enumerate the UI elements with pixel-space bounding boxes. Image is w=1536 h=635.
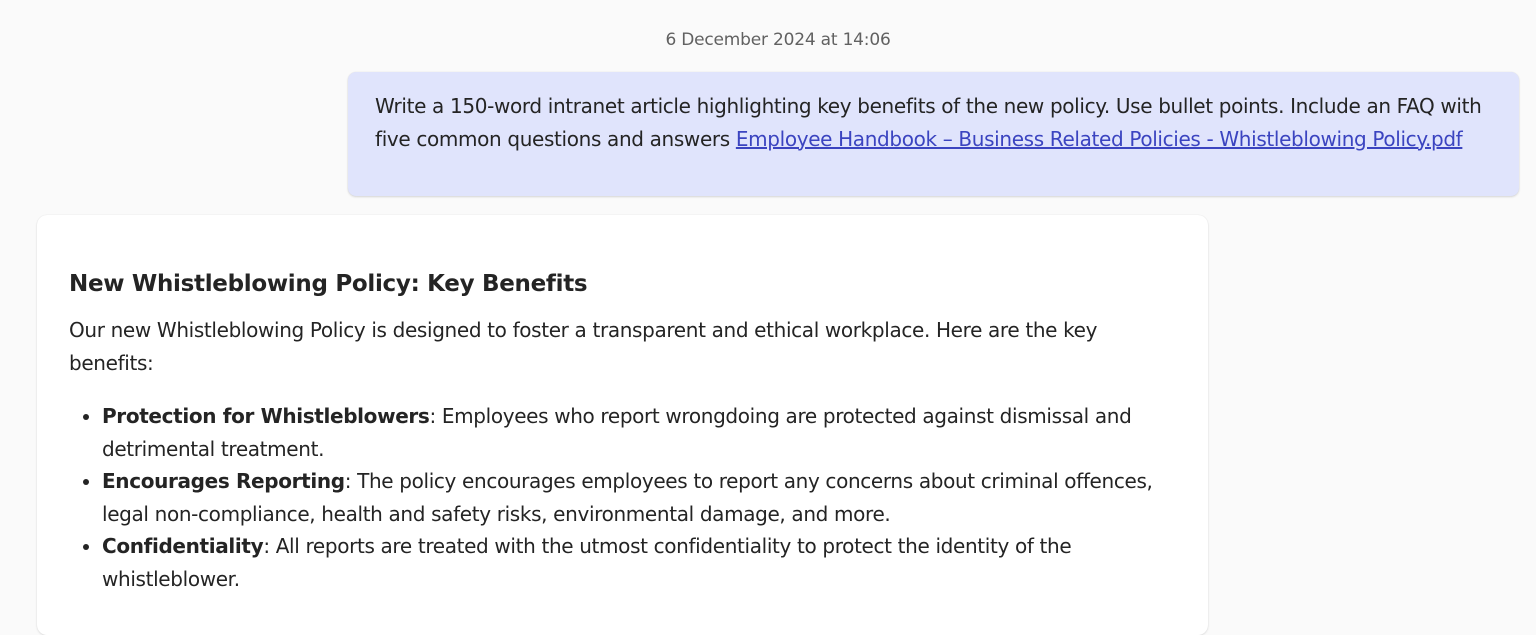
benefit-title: Confidentiality bbox=[102, 534, 264, 558]
benefit-text: : Employees who report wrongdoing are protected against dismissal and detrimental treatment. bbox=[102, 404, 1132, 461]
response-intro: Our new Whistleblowing Policy is designed to foster a transparent and ethical workplace. Here are the key benefits: bbox=[69, 318, 1098, 375]
benefit-title: Protection for Whistleblowers bbox=[102, 404, 430, 428]
benefit-text: : All reports are treated with the utmost confidentiality to protect the identity of the whistleblower. bbox=[102, 534, 1072, 591]
response-title: New Whistleblowing Policy: Key Benefits bbox=[69, 271, 588, 297]
benefits-list bbox=[69, 400, 1178, 595]
benefit-title: Encourages Reporting bbox=[102, 469, 345, 493]
user-message-bubble bbox=[348, 72, 1519, 196]
list-item bbox=[102, 530, 1178, 595]
message-timestamp: 6 December 2024 at 14:06 bbox=[665, 30, 891, 50]
list-item bbox=[102, 465, 1178, 530]
attachment-link[interactable]: Employee Handbook – Business Related Policies - Whistleblowing Policy.pdf bbox=[735, 126, 1463, 151]
assistant-response-card bbox=[37, 215, 1208, 635]
user-message-text: Write a 150-word intranet article highlighting key benefits of the new policy. Use bullet points. Include an FAQ with five common questions and answers bbox=[375, 94, 1482, 151]
list-item bbox=[102, 400, 1178, 465]
benefit-text: : The policy encourages employees to report any concerns about criminal offences, legal non-compliance, health and safety risks, environmental damage, and more. bbox=[102, 469, 1153, 526]
